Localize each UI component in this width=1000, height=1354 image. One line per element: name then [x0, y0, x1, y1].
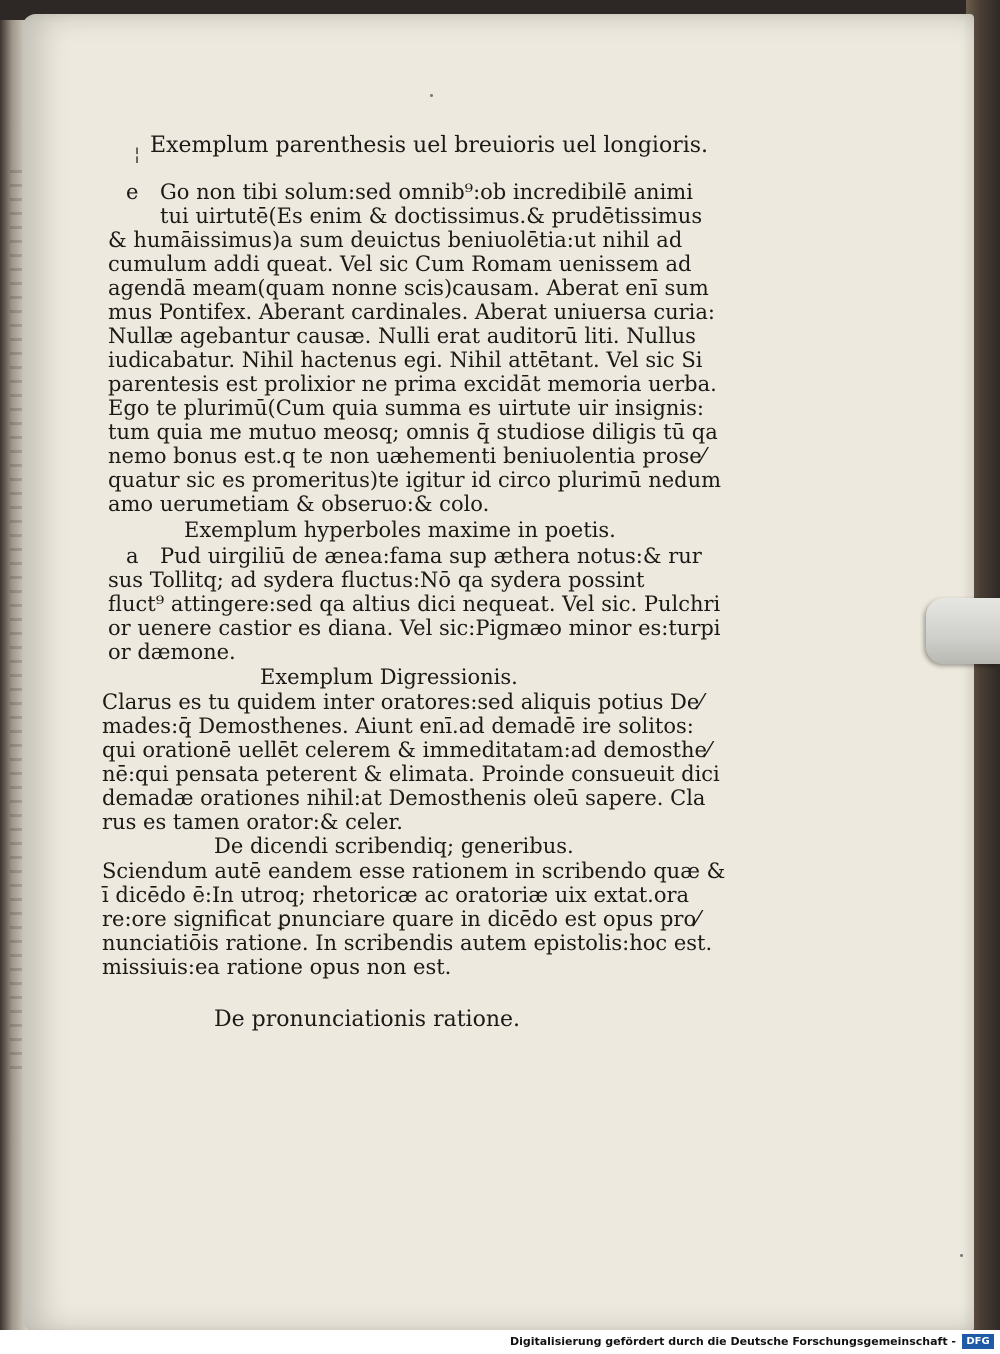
- heading-parenthesis: Exemplum parenthesis uel breuioris uel longioris.: [150, 133, 709, 158]
- text-line: tum quia me mutuo meosq; omnis q̄ studiose diligis tū qa: [108, 420, 718, 444]
- text-line: nemo bonus est.q te non uæhementi beniuolentia prose⁄: [108, 444, 706, 468]
- page-clip: [926, 598, 1000, 664]
- heading-digression: Exemplum Digressionis.: [260, 665, 518, 689]
- text-line: Go non tibi solum:sed omnib⁹:ob incredibilē animi: [160, 180, 693, 204]
- text-line: iudicabatur. Nihil hactenus egi. Nihil attētant. Vel sic Si: [108, 348, 703, 372]
- text-line: Ego te plurimū(Cum quia summa es uirtute uir insignis:: [108, 396, 704, 420]
- footer-bar: [0, 1330, 1000, 1354]
- text-line: ī dicēdo ē:In utroq; rhetoricæ ac oratoriæ uix extat.ora: [102, 883, 690, 907]
- text-line: qui orationē uellēt celerem & immeditatam:ad demosthe⁄: [102, 738, 711, 762]
- book-page: [22, 14, 974, 1332]
- dfg-logo-icon: DFG: [962, 1334, 994, 1349]
- text-line: fluct⁹ attingere:sed qa altius dici nequeat. Vel sic. Pulchri: [108, 592, 721, 616]
- heading-hyperbole: Exemplum hyperboles maxime in poetis.: [184, 518, 616, 542]
- text-line: parentesis est prolixior ne prima excidāt memoria uerba.: [108, 372, 717, 396]
- text-line: nē:qui pensata peterent & elimata. Proinde consueuit dici: [102, 762, 720, 786]
- text-line: re:ore significat ꝑnunciare quare in dicēdo est opus pro⁄: [102, 907, 700, 931]
- text-line: Sciendum autē eandem esse rationem in scribendo quæ &: [102, 859, 726, 883]
- text-line: Nullæ agebantur causæ. Nulli erat auditorū liti. Nullus: [108, 324, 696, 348]
- text-line: mus Pontifex. Aberant cardinales. Aberat uniuersa curia:: [108, 300, 715, 324]
- initial-letter-a: a: [126, 544, 139, 568]
- text-line: sus Tollitq; ad sydera fluctus:Nō qa sydera possint: [108, 568, 645, 592]
- text-line: Clarus es tu quidem inter oratores:sed aliquis potius De⁄: [102, 690, 703, 714]
- text-line: Pud uirgiliū de æneа:fama sup æthera notus:& rur: [160, 544, 702, 568]
- text-line: demadæ orationes nihil:at Demosthenis oleū sapere. Cla: [102, 786, 706, 810]
- heading-genres: De dicendi scribendiq; generibus.: [214, 834, 574, 858]
- text-line: agendā meam(quam nonne scis)causam. Aberat enī sum: [108, 276, 709, 300]
- text-line: & humāissimus)a sum deuictus beniuolētia:ut nihil ad: [108, 228, 683, 252]
- heading-pronunciation: De pronunciationis ratione.: [214, 1007, 521, 1032]
- text-line: nunciatiōis ratione. In scribendis autem epistolis:hoc est.: [102, 931, 713, 955]
- page-text: [22, 14, 974, 1332]
- text-line: or dæmone.: [108, 640, 236, 664]
- text-line: rus es tamen orator:& celer.: [102, 810, 403, 834]
- text-line: amo uerumetiam & obseruo:& colo.: [108, 492, 490, 516]
- text-line: missiuis:ea ratione opus non est.: [102, 955, 452, 979]
- text-line: cumulum addi queat. Vel sic Cum Romam uenissem ad: [108, 252, 692, 276]
- text-line: quatur sic es promeritus)te igitur id circo plurimū nedum: [108, 468, 722, 492]
- text-line: mades:q̄ Demosthenes. Aiunt enī.ad demadē ire solitos:: [102, 714, 694, 738]
- text-line: or uenere castior es diana. Vel sic:Pigmæo minor es:turpi: [108, 616, 721, 640]
- footer-credit: Digitalisierung gefördert durch die Deutsche Forschungsgemeinschaft -: [509, 1335, 956, 1348]
- text-line: tui uirtutē(Es enim & doctissimus.& prudētissimus: [160, 204, 703, 228]
- margin-marker: ¦: [134, 144, 141, 165]
- initial-letter-e: e: [126, 180, 139, 204]
